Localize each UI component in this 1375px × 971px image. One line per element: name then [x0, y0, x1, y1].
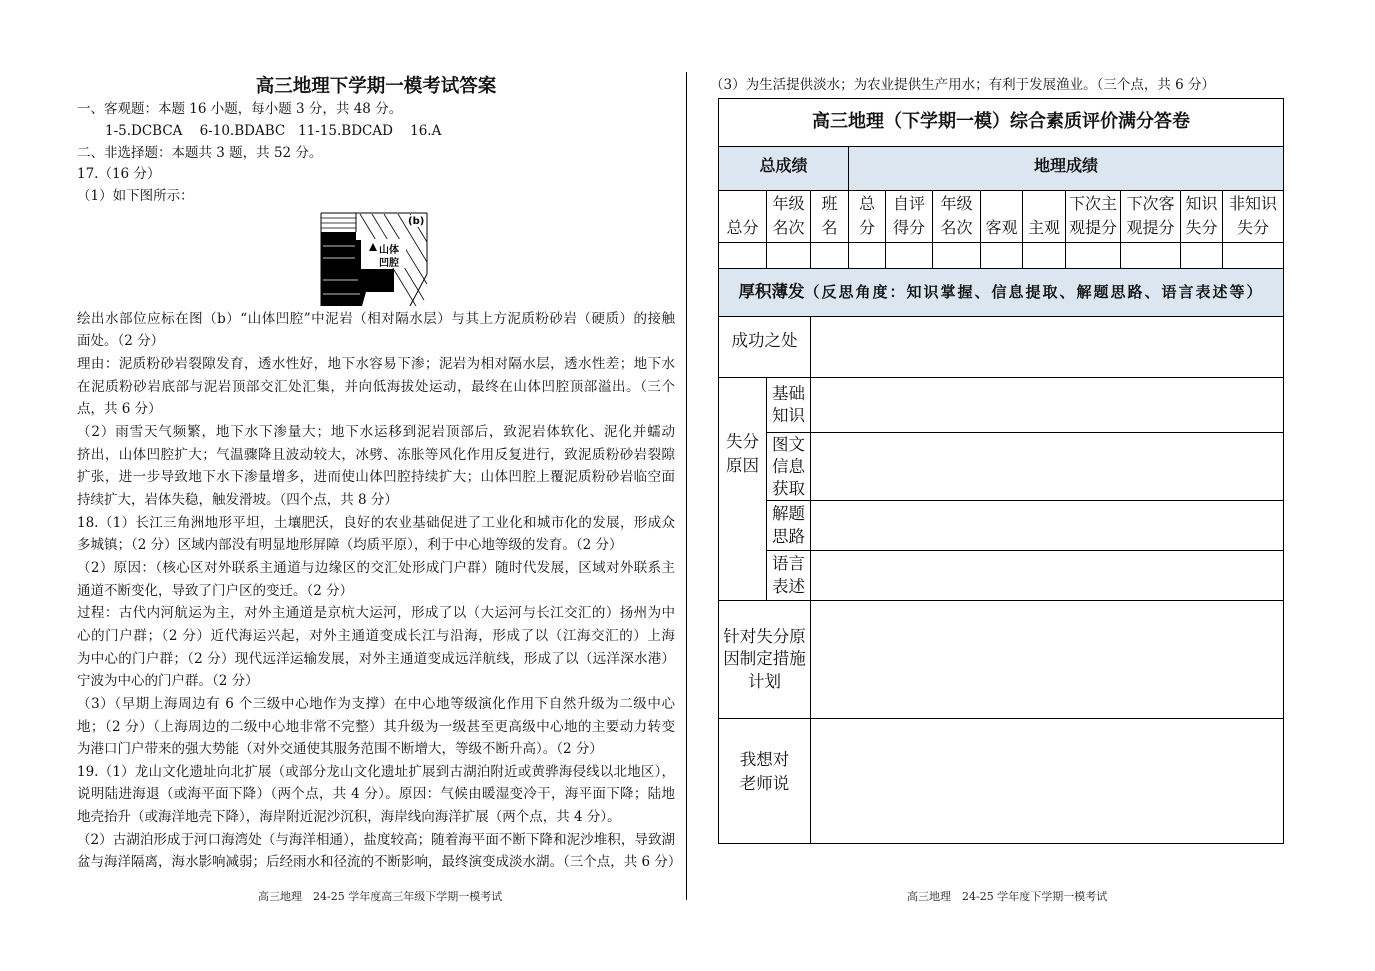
- col-objective: 客观: [981, 191, 1023, 243]
- col-grade-rank: 年级 名次: [767, 191, 811, 243]
- col-subjective: 主观: [1023, 191, 1066, 243]
- loss-basic-knowledge-entry: [811, 378, 1284, 433]
- loss-basic-knowledge: 基础 知识: [767, 378, 811, 433]
- answer-line: 多城镇；（2 分）区域内部没有明显地形屏障（均质平原），利于中心地等级的发育。（2 分）: [77, 537, 623, 554]
- answer-line: （3）（早期上海周边有 6 个三级中心地作为支撑）在中心地等级演化作用下自然升级为二级中心: [77, 695, 675, 712]
- group-total-score: 总成绩: [719, 147, 849, 191]
- reflection-hint: （反思角度：知识掌握、信息提取、解题思路、语言表述等）: [804, 282, 1264, 301]
- col-self-score: 自评 得分: [886, 191, 933, 243]
- answer-line: 理由：泥质粉砂岩裂隙发育，透水性好，地下水容易下渗；泥岩为相对隔水层，透水性差；地下水: [77, 356, 675, 372]
- answer-line: 心的门户群；（2 分）近代海运兴起，对外主通道变成长江与沿海，形成了以（江海交汇的）上海: [77, 627, 675, 644]
- col-knowledge-loss: 知识 失分: [1181, 191, 1223, 243]
- diagram-label-mountain: 山体: [379, 245, 399, 256]
- answer-line: 过程：古代内河航运为主，对外主通道是京杭大运河，形成了以（大运河与长江交汇的）扬州为中: [77, 605, 675, 622]
- objective-section: [77, 99, 675, 208]
- answer-line: 为中心的门户群；（2 分）现代远洋运输发展，对外主通道变成远洋航线，形成了以（远洋深水港）: [77, 650, 675, 667]
- success-label: 成功之处: [719, 317, 811, 378]
- col-non-knowledge-loss: 非知识 失分: [1223, 191, 1284, 243]
- loss-language-expression-entry: [811, 551, 1284, 601]
- answer-line: （2）古湖泊形成于河口海湾处（与海洋相通），盐度较高；随着海平面不断下降和泥沙堆积，导致湖: [77, 831, 675, 848]
- loss-info-extraction-entry: [811, 433, 1284, 501]
- answer-line: 宁波为中心的门户群。（2 分）: [77, 673, 259, 690]
- question-19-part3-line: （3）为生活提供淡水；为农业提供生产用水；有利于发展渔业。（三个点，共 6 分）: [710, 77, 1216, 93]
- diagram-label-cavity: 凹腔: [379, 258, 399, 269]
- answer-line: 说明陆进海退（或海平面下降）（两个点，共 4 分）。原因：气候由暖湿变冷干，海平面下降；陆地: [77, 786, 675, 803]
- answer-line: （2）原因：（核心区对外联系主通道与边缘区的交汇处形成门户群）随时代发展，区域对外联系主: [77, 559, 675, 576]
- sandstone-layers: [321, 218, 356, 228]
- answer-line: 面处。（2 分）: [77, 333, 165, 350]
- score-entry-row: [719, 243, 1284, 269]
- col-total: 总分: [719, 191, 767, 243]
- subjective-heading: 二、非选择题：本题共 3 题，共 52 分。: [77, 144, 323, 161]
- answer-body: [77, 308, 682, 874]
- answer-line: 在泥质粉砂岩底部与泥岩顶部交汇处汇集，并向低海拔处运动，最终在山体凹腔顶部溢出。（三个: [77, 378, 675, 395]
- loss-solving-approach-entry: [811, 501, 1284, 551]
- objective-answers: 1-5.DCBCA 6-10.BDABC 11-15.BDCAD 16.A: [105, 122, 442, 139]
- col-next-objective-gain: 下次客 观提分: [1121, 191, 1181, 243]
- answer-line: 扩张，进一步导致地下水下渗量增多，进而使山体凹腔持续扩大；山体凹腔上覆泥质粉砂岩临空面: [77, 469, 675, 486]
- answer-line: 绘出水部位应标在图（b）“山体凹腔”中泥岩（相对隔水层）与其上方泥质粉砂岩（硬质）的接触: [77, 310, 675, 327]
- message-to-teacher-label: 我想对 老师说: [719, 719, 811, 844]
- answer-line: 通道不断变化，导致了门户区的变迁。（2 分）: [77, 582, 354, 599]
- slope-diagram: [320, 212, 428, 306]
- question-17-part1-intro: （1）如下图所示：: [77, 188, 194, 205]
- loss-info-extraction: 图文 信息 获取: [767, 433, 811, 501]
- success-entry: [811, 317, 1284, 378]
- answer-line: 为港口门户带来的强大势能（对外交通使其服务范围不断增大，等级不断升高）。（2 分）: [77, 741, 603, 758]
- col-geo-total: 总 分: [849, 191, 886, 243]
- column-divider: [686, 72, 687, 900]
- question-19-line: 19.（1）龙山文化遗址向北扩展（或部分龙山文化遗址扩展到古湖泊附近或黄骅海侵线以北地区），: [77, 763, 675, 780]
- page-footer-right: 高三地理 24-25 学年度下学期一模考试: [907, 890, 1108, 903]
- answer-line: 挤出，山体凹腔扩大；气温骤降且波动较大，冰劈、冻胀等风化作用反复进行，致泥质粉砂岩裂隙: [77, 446, 675, 463]
- improvement-plan-entry: [811, 601, 1284, 719]
- improvement-plan-label: 针对失分原 因制定措施 计划: [719, 601, 811, 719]
- col-geo-grade-rank: 年级 名次: [933, 191, 981, 243]
- table-title: 高三地理（下学期一模）综合素质评价满分答卷: [719, 99, 1284, 147]
- message-to-teacher-entry: [811, 719, 1284, 844]
- answer-title: 高三地理下学期一模考试答案: [255, 76, 497, 97]
- group-geography-score: 地理成绩: [849, 147, 1284, 191]
- question-18-line: 18.（1）长江三角洲地形平坦，土壤肥沃，良好的农业基础促进了工业化和城市化的发展，形成众: [77, 514, 675, 531]
- answer-line: 点，共 6 分）: [77, 401, 162, 418]
- answer-line: （2）雨雪天气频繁，地下水下渗量大；地下水运移到泥岩顶部后，致泥岩体软化、泥化并蠕动: [77, 423, 675, 440]
- loss-reason-label: 失分 原因: [719, 378, 767, 601]
- score-table: [718, 98, 1284, 844]
- answer-line: 地；（2 分）（上海周边的二级中心地非常不完整）其升级为一级甚至更高级中心地的主要动力转变: [77, 718, 675, 735]
- question-17-heading: 17.（16 分）: [77, 166, 161, 183]
- objective-heading: 一、客观题：本题 16 小题，每小题 3 分，共 48 分。: [77, 101, 403, 117]
- reflection-title: 厚积薄发: [738, 282, 805, 301]
- answer-line: 持续扩大，岩体失稳，触发滑坡。（四个点，共 8 分）: [77, 491, 398, 508]
- answer-line: 盆与海洋隔离，海水影响减弱；后经雨水和径流的不断影响，最终演变成淡水湖。（三个点，共 6 分）: [77, 854, 682, 871]
- col-class-rank: 班 名: [811, 191, 849, 243]
- loss-language-expression: 语言 表述: [767, 551, 811, 601]
- reflection-header: [719, 269, 1284, 317]
- answer-line: 地壳抬升（或海洋地壳下降），海岸附近泥沙沉积，海岸线向海洋扩展（两个点，共 4 分）。: [77, 809, 621, 826]
- diagram-label-b: (b): [408, 216, 425, 227]
- col-next-subjective-gain: 下次主 观提分: [1066, 191, 1121, 243]
- loss-solving-approach: 解题 思路: [767, 501, 811, 551]
- page-footer-left: 高三地理 24-25 学年度高三年级下学期一模考试: [258, 890, 503, 903]
